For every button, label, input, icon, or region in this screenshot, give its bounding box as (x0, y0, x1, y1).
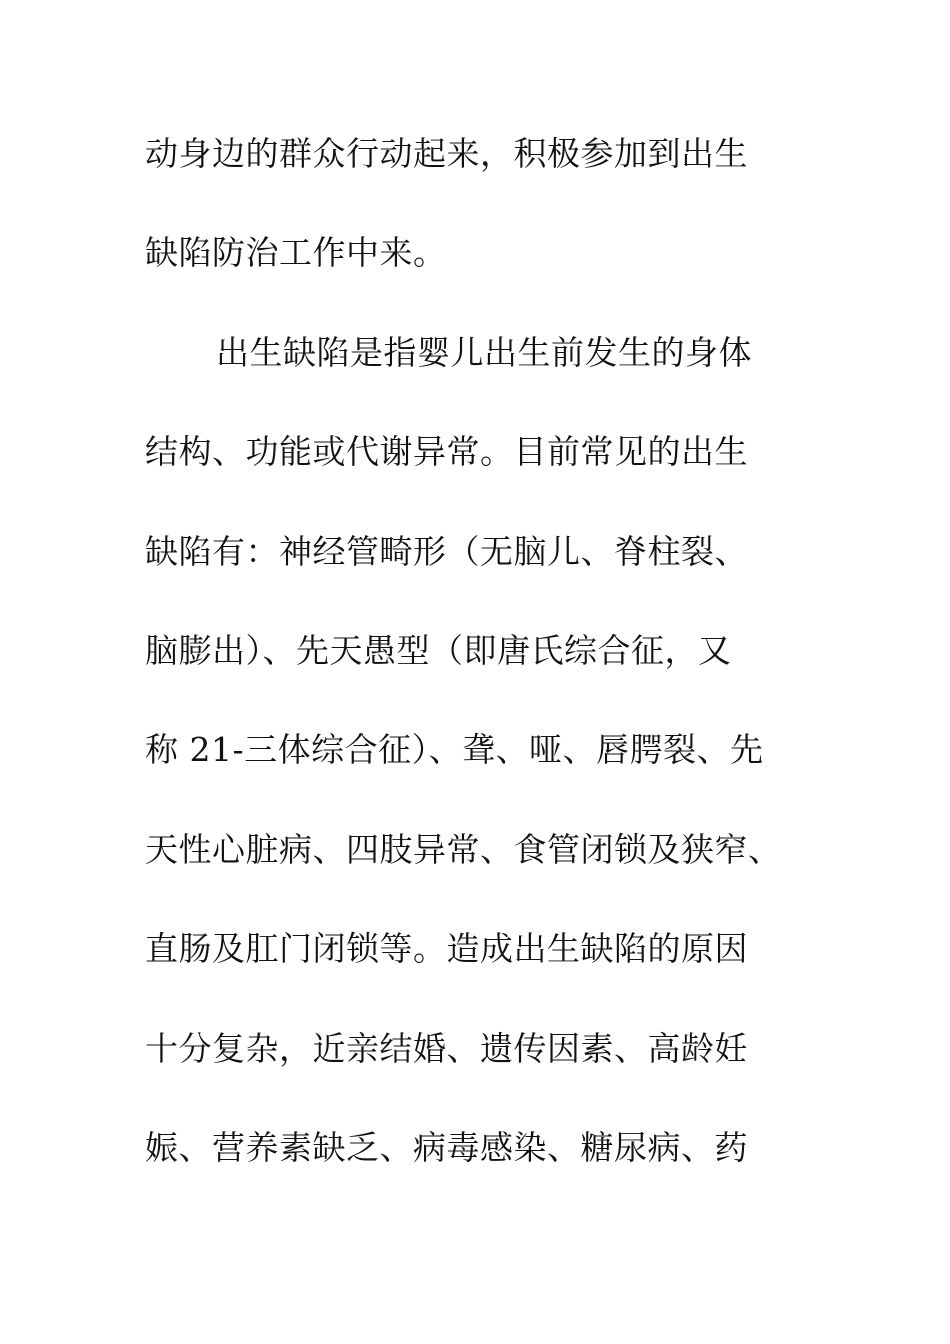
paragraph-start-line: 出生缺陷是指婴儿出生前发生的身体 (216, 333, 752, 372)
text-line-4: 结构、功能或代谢异常。目前常见的出生 (145, 432, 748, 471)
text-line-1: 动身边的群众行动起来，积极参加到出生 (145, 134, 748, 173)
text-line-9: 直肠及肛门闭锁等。造成出生缺陷的原因 (145, 929, 748, 968)
text-line-10: 十分复杂，近亲结婚、遗传因素、高龄妊 (145, 1029, 748, 1068)
text-line-2: 缺陷防治工作中来。 (145, 233, 447, 272)
text-line-8: 天性心脏病、四肢异常、食管闭锁及狭窄、 (145, 830, 782, 869)
text-line-5: 缺陷有：神经管畸形（无脑儿、脊柱裂、 (145, 532, 748, 571)
text-line-11: 娠、营养素缺乏、病毒感染、糖尿病、药 (145, 1128, 748, 1167)
text-line-7: 称 21-三体综合征）、聋、哑、唇腭裂、先 (145, 730, 764, 769)
text-line-6: 脑膨出）、先天愚型（即唐氏综合征，又 (145, 631, 732, 670)
